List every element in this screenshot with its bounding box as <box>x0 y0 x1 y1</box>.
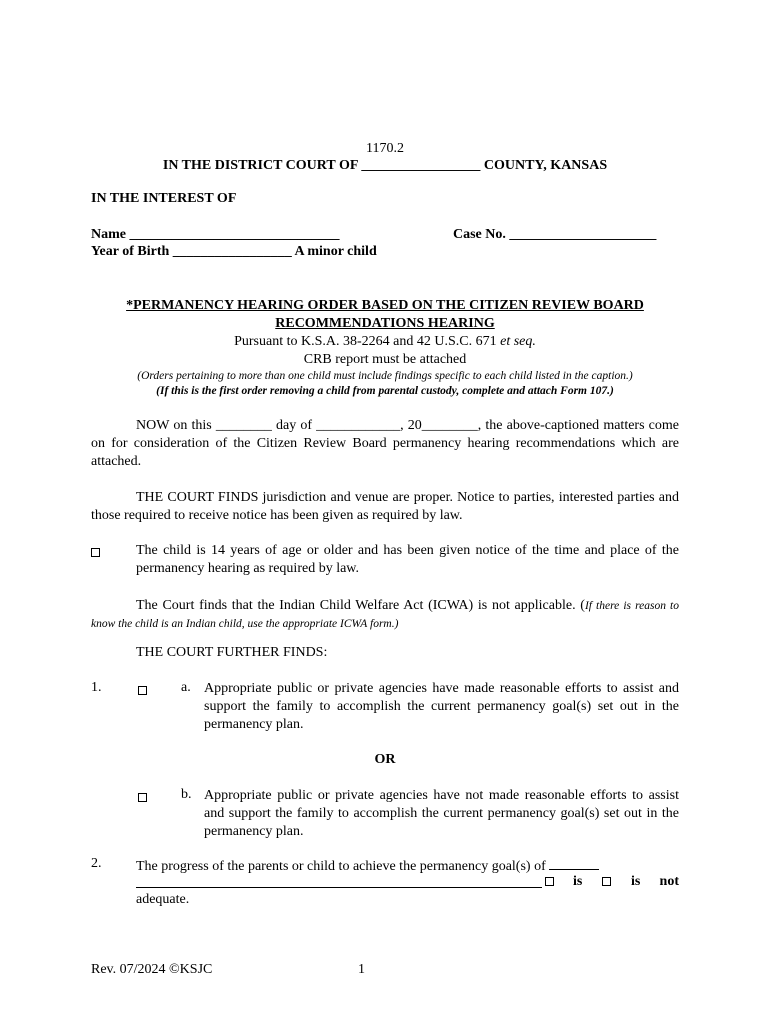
now-paragraph: NOW on this ________ day of ____________, 20________, the above-captioned matters come on for consideration of the Citizen Review Board permanency hearing recommendations which are attached. <box>91 418 679 469</box>
yob-field[interactable]: _________________ <box>172 244 292 259</box>
child-14-text: The child is 14 years of age or older and has been given notice of the time and place of the permanency hearing as required by law. <box>136 543 679 576</box>
child-14-checkbox[interactable] <box>91 546 100 562</box>
item-2-text-line: The progress of the parents or child to achieve the permanency goal(s) of <box>136 856 599 875</box>
further-finds-heading: THE COURT FURTHER FINDS: <box>136 645 328 660</box>
item-1a-checkbox[interactable] <box>138 684 147 700</box>
or-label: OR <box>374 752 396 767</box>
is-checkbox[interactable] <box>545 877 554 886</box>
first-order-note: (If this is the first order removing a child from parental custody, complete and attach Form 107.) <box>156 385 614 397</box>
footer-revision: Rev. 07/2024 ©KSJC <box>91 962 213 977</box>
checkbox-icon <box>138 793 147 802</box>
goal-blank-short[interactable] <box>549 856 599 870</box>
court-line <box>0 158 770 174</box>
item-1b-letter: b. <box>181 787 192 802</box>
is-label: is <box>573 874 583 889</box>
orders-note: (Orders pertaining to more than one child must include findings specific to each child listed in the caption.) <box>137 370 633 382</box>
case-number-field[interactable]: _____________________ <box>509 227 657 242</box>
item-1b-text: Appropriate public or private agencies have not made reasonable efforts to assist and support the family to accomplish the current permanency goal(s) set out in the permanency plan. <box>204 788 679 839</box>
checkbox-icon <box>91 548 100 557</box>
minor-child-label: A minor child <box>294 244 377 259</box>
item-1b-checkbox[interactable] <box>138 791 147 807</box>
item-1-number: 1. <box>91 680 102 695</box>
item-1a-letter: a. <box>181 680 191 695</box>
title-line-2: RECOMMENDATIONS HEARING <box>275 316 495 331</box>
item-1a-text: Appropriate public or private agencies have made reasonable efforts to assist and support the family to accomplish the current permanency goal(s) set out in the permanency plan. <box>204 681 679 732</box>
goal-blank-long[interactable] <box>136 874 542 888</box>
pursuant-line: Pursuant to K.S.A. 38-2264 and 42 U.S.C. 671 et seq. <box>234 334 536 349</box>
form-number: 1170.2 <box>366 141 404 156</box>
page-number: 1 <box>358 962 365 977</box>
yob-line <box>91 244 377 260</box>
is-not-checkbox[interactable] <box>602 877 611 886</box>
crb-note: CRB report must be attached <box>303 352 467 367</box>
yob-label: Year of Birth <box>91 244 170 259</box>
court-line-suffix: COUNTY, KANSAS <box>483 158 608 173</box>
court-line-prefix: IN THE DISTRICT COURT OF <box>162 158 358 173</box>
item-2-second-line <box>136 874 679 892</box>
case-label: Case No. <box>453 227 506 242</box>
court-finds-paragraph: THE COURT FINDS jurisdiction and venue are proper. Notice to parties, interested parties and those required to receive notice has been given as required by law. <box>91 490 679 523</box>
case-line <box>453 227 656 243</box>
name-line <box>91 227 340 243</box>
checkbox-icon <box>138 686 147 695</box>
item-2-adequate: adequate. <box>136 892 190 907</box>
interest-of: IN THE INTEREST OF <box>91 191 237 206</box>
county-blank[interactable]: _________________ <box>361 158 481 173</box>
name-field[interactable]: ______________________________ <box>129 227 340 242</box>
icwa-paragraph: The Court finds that the Indian Child Welfare Act (ICWA) is not applicable. (If there is reason to know the child is an Indian child, use the appropriate ICWA form.) <box>91 598 679 630</box>
name-label: Name <box>91 227 126 242</box>
item-2-number: 2. <box>91 856 102 871</box>
title-line-1: *PERMANENCY HEARING ORDER BASED ON THE CITIZEN REVIEW BOARD <box>126 298 644 313</box>
is-not-label: is not <box>631 874 679 889</box>
